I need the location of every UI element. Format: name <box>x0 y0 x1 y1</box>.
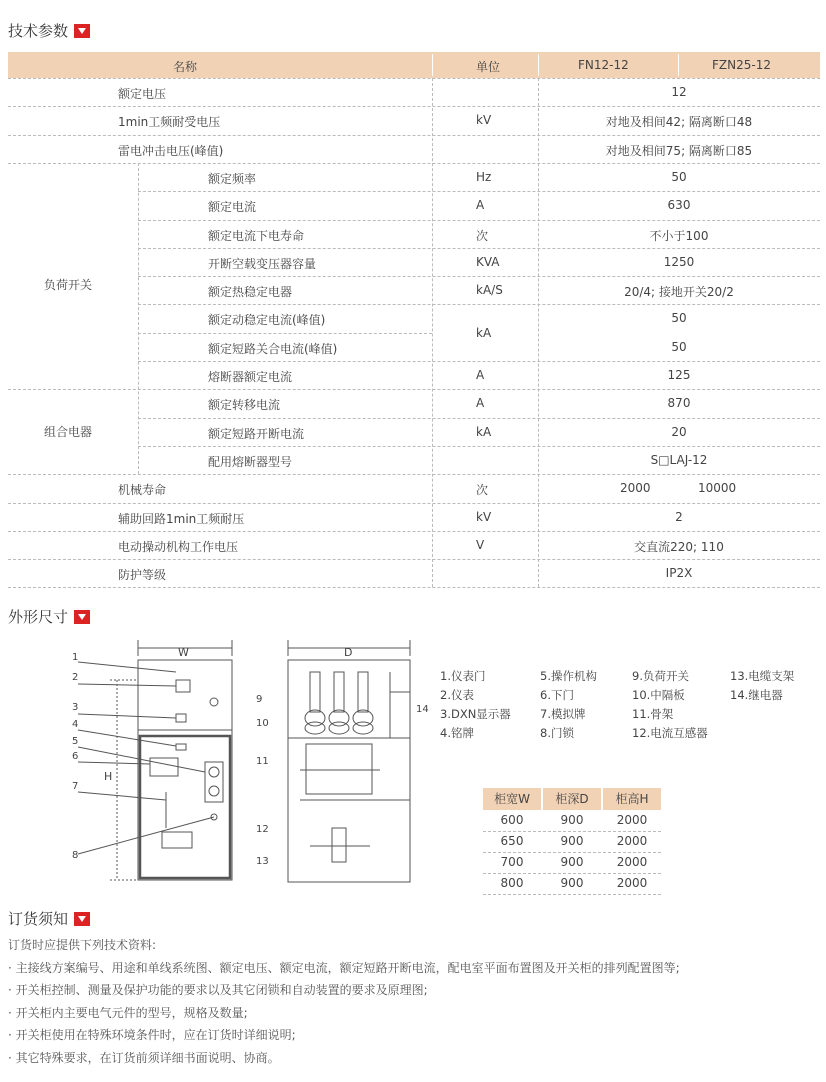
cell-unit: kV <box>476 509 492 524</box>
dim-cell: 650 <box>483 831 541 853</box>
cell-value: 870 <box>667 396 691 411</box>
cell-value-2: 10000 <box>698 481 737 496</box>
cell-name: 额定短路开断电流 <box>208 426 305 441</box>
order-notes <box>8 934 680 1069</box>
cell-name: 电动操动机构工作电压 <box>118 539 239 554</box>
cell-unit: kA/S <box>476 283 503 298</box>
cell-name: 额定动稳定电流(峰值) <box>208 313 326 328</box>
dim-cell: 900 <box>543 852 601 874</box>
notes-item: · 开关柜控制、测量及保护功能的要求以及其它闭锁和自动装置的要求及原理图; <box>8 983 428 997</box>
cell-value: 不小于100 <box>649 228 709 243</box>
section-title-text: 技术参数 <box>8 22 69 40</box>
down-triangle-icon <box>74 912 90 926</box>
cell-unit: 次 <box>476 228 489 243</box>
dim-cell: 900 <box>543 873 601 895</box>
legend-item: 4.铭牌 <box>440 726 474 740</box>
width-label: W <box>178 646 189 659</box>
legend-item: 11.骨架 <box>632 707 674 721</box>
section-title-text: 订货须知 <box>8 910 69 928</box>
legend-item: 2.仪表 <box>440 688 474 702</box>
down-triangle-icon <box>74 610 90 624</box>
cell-unit: kA <box>476 424 492 439</box>
callout-number: 2 <box>72 672 79 683</box>
cell-name: 辅助回路1min工频耐压 <box>118 511 245 526</box>
dim-cell: 2000 <box>603 852 661 874</box>
cell-name: 额定热稳定电器 <box>208 285 293 300</box>
legend-item: 3.DXN显示器 <box>440 707 511 721</box>
header-model-fzn25: FZN25-12 <box>712 58 771 72</box>
callout-number: 10 <box>256 718 269 729</box>
notes-item: · 开关柜使用在特殊环境条件时，应在订货时详细说明; <box>8 1028 296 1042</box>
cell-value: 12 <box>671 85 687 99</box>
dim-header: 柜深D <box>543 788 601 810</box>
callout-number: 1 <box>72 652 79 663</box>
table-row <box>8 248 820 276</box>
legend-item: 8.门锁 <box>540 726 574 740</box>
dim-header: 柜宽W <box>483 788 541 810</box>
cell-value: S□LAJ-12 <box>650 452 708 467</box>
dim-cell: 900 <box>543 810 601 832</box>
height-label: H <box>104 770 113 783</box>
table-row <box>8 78 820 106</box>
cell-name: 配用熔断器型号 <box>208 454 293 469</box>
cell-name: 额定电流下电寿命 <box>208 228 305 243</box>
callout-number: 4 <box>72 719 79 730</box>
dim-cell: 2000 <box>603 831 661 853</box>
cell-value: IP2X <box>665 566 693 581</box>
callout-number: 7 <box>72 781 79 792</box>
section-title-dims <box>8 606 90 627</box>
dim-cell: 600 <box>483 810 541 832</box>
group-label-load-switch: 负荷开关 <box>44 278 93 292</box>
cell-value: 20 <box>671 424 687 439</box>
callout-number: 14 <box>416 704 429 715</box>
table-row <box>8 531 820 559</box>
cell-value: 交直流220; 110 <box>634 539 724 554</box>
table-row <box>8 106 820 134</box>
dim-cell: 700 <box>483 852 541 874</box>
cell-name: 额定频率 <box>208 171 257 186</box>
cell-name: 防护等级 <box>118 568 167 583</box>
cell-name: 额定电压 <box>118 87 167 101</box>
header-name: 名称 <box>173 60 198 74</box>
callout-number: 9 <box>256 694 263 705</box>
header-unit: 单位 <box>476 60 501 74</box>
callout-number: 13 <box>256 856 269 867</box>
cell-unit: V <box>476 537 485 552</box>
table-header <box>8 52 820 78</box>
cell-name: 雷电冲击电压(峰值) <box>118 143 224 158</box>
cell-value: 对地及相间42; 隔离断口48 <box>605 115 753 130</box>
table-row <box>8 304 820 341</box>
notes-item: · 其它特殊要求，在订货前须详细书面说明、协商。 <box>8 1050 280 1065</box>
cell-unit: kA <box>476 326 492 341</box>
legend-item: 1.仪表门 <box>440 669 486 683</box>
notes-item: · 主接线方案编号、用途和单线系统图、额定电压、额定电流，额定短路开断电流，配电室平面布置图及开关柜的排列配置图等; <box>8 960 680 975</box>
table-row <box>8 389 820 417</box>
dim-cell: 800 <box>483 873 541 895</box>
callout-number: 6 <box>72 751 79 762</box>
cell-value: 50 <box>671 311 687 326</box>
cell-unit: A <box>476 198 485 213</box>
depth-label: D <box>344 646 353 659</box>
legend-item: 13.电缆支架 <box>730 669 795 683</box>
cell-value: 1250 <box>663 254 695 269</box>
legend-item: 10.中隔板 <box>632 688 685 702</box>
table-row <box>8 446 820 474</box>
cell-name: 额定电流 <box>208 200 257 215</box>
cell-value: 50 <box>671 169 687 184</box>
table-row <box>8 163 820 191</box>
callout-number: 8 <box>72 850 79 861</box>
cell-name: 额定短路关合电流(峰值) <box>208 341 338 356</box>
dim-cell: 2000 <box>603 810 661 832</box>
table-row <box>8 135 820 163</box>
section-title-text: 外形尺寸 <box>8 608 69 626</box>
dim-cell: 900 <box>543 831 601 853</box>
group-label-combo: 组合电器 <box>44 425 93 439</box>
legend-item: 7.模拟牌 <box>540 707 586 721</box>
cell-unit: Hz <box>476 169 492 184</box>
table-row <box>8 418 820 446</box>
table-row <box>8 503 820 531</box>
cell-unit: KVA <box>476 254 500 269</box>
cell-value: 2 <box>675 509 683 524</box>
notes-item: · 开关柜内主要电气元件的型号，规格及数量; <box>8 1005 248 1020</box>
cell-name: 开断空载变压器容量 <box>208 256 317 271</box>
cell-value: 20/4; 接地开关20/2 <box>624 285 734 300</box>
front-view-drawing <box>60 632 245 894</box>
cell-name: 机械寿命 <box>118 483 167 498</box>
table-row <box>8 361 820 389</box>
dim-header: 柜高H <box>603 788 661 810</box>
callout-number: 11 <box>256 756 269 767</box>
cell-unit: 次 <box>476 483 489 498</box>
callout-number: 5 <box>72 736 79 747</box>
legend-item: 5.操作机构 <box>540 669 597 683</box>
cell-unit: A <box>476 396 485 411</box>
notes-intro: 订货时应提供下列技术资料: <box>8 938 157 952</box>
cell-value: 630 <box>667 198 691 213</box>
table-row <box>8 474 820 502</box>
dim-cell: 2000 <box>603 873 661 895</box>
cell-unit: kV <box>476 113 492 128</box>
table-row <box>8 559 820 587</box>
cell-name: 额定转移电流 <box>208 398 281 413</box>
table-row <box>8 333 820 361</box>
cell-value: 对地及相间75; 隔离断口85 <box>605 143 753 158</box>
header-model-fn12: FN12-12 <box>578 58 629 72</box>
parts-legend <box>440 668 820 748</box>
cell-unit: A <box>476 368 485 382</box>
cell-value: 50 <box>671 339 687 354</box>
legend-item: 6.下门 <box>540 688 574 702</box>
cell-value: 125 <box>667 368 691 382</box>
legend-item: 9.负荷开关 <box>632 669 689 683</box>
section-title-order <box>8 908 90 929</box>
cell-name: 熔断器额定电流 <box>208 370 293 384</box>
section-title-tech <box>8 20 90 41</box>
table-row <box>8 191 820 219</box>
table-row <box>8 220 820 248</box>
down-triangle-icon <box>74 24 90 38</box>
legend-item: 14.继电器 <box>730 688 783 702</box>
legend-item: 12.电流互感器 <box>632 726 708 740</box>
table-row <box>8 276 820 304</box>
callout-number: 12 <box>256 824 269 835</box>
cell-value: 2000 <box>620 481 651 496</box>
side-view-drawing <box>250 632 440 894</box>
cell-name: 1min工频耐受电压 <box>118 115 221 130</box>
callout-number: 3 <box>72 702 79 713</box>
